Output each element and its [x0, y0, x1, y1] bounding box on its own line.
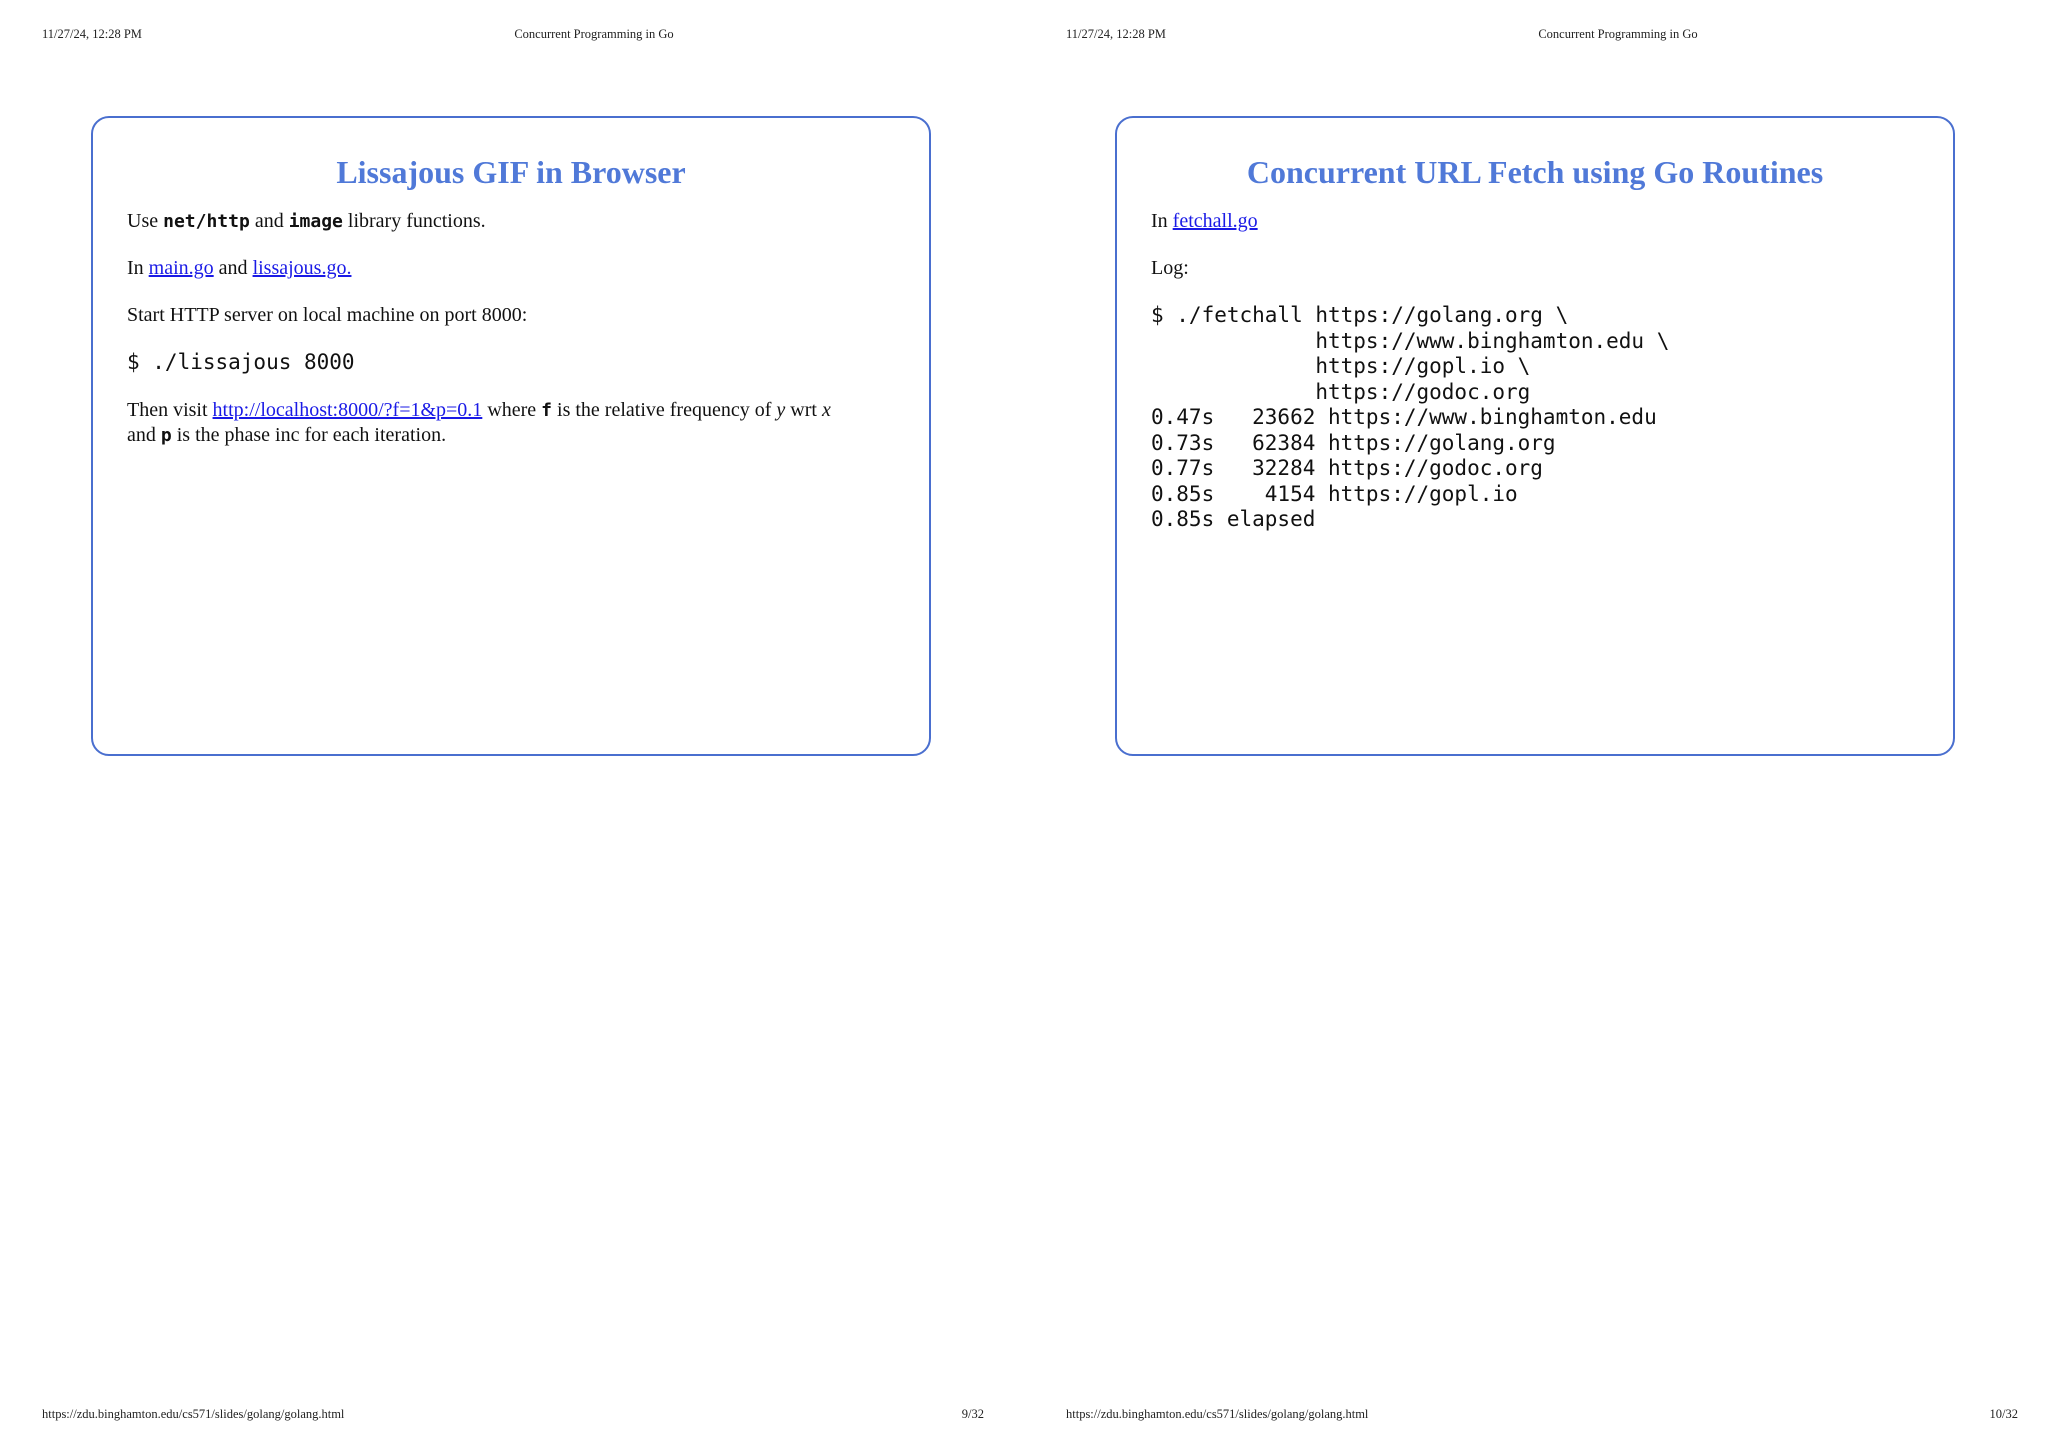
paragraph-libraries: [127, 209, 895, 234]
header-date: 11/27/24, 12:28 PM: [42, 27, 142, 41]
header-title: Concurrent Programming in Go: [1538, 27, 1698, 41]
paragraph-start-server: Start HTTP server on local machine on port 8000:: [127, 304, 528, 326]
command-block: $ ./lissajous 8000: [127, 350, 355, 374]
link-fetchall-go[interactable]: fetchall.go: [1172, 210, 1258, 232]
link-main-go[interactable]: main.go: [148, 257, 214, 279]
text: is the phase inc for each iteration.: [171, 423, 447, 446]
text: In: [1151, 210, 1173, 232]
log-output-block: $ ./fetchall https://golang.org \ https://www.binghamton.edu \ https://gopl.io \ https://godoc.org 0.47s 23662 https://www.binghamton.edu 0.73s 62384 https://golang.org 0.77s 32284 https://godoc.org 0.85s 4154 https://gopl.io 0.85s elapsed: [1151, 303, 1670, 531]
text: wrt: [785, 398, 822, 421]
paragraph-file: [1151, 209, 1919, 234]
link-lissajous-go[interactable]: lissajous.go.: [252, 257, 352, 279]
slide-title: Concurrent URL Fetch using Go Routines: [1246, 154, 1824, 190]
footer-url: https://zdu.binghamton.edu/cs571/slides/golang/golang.html: [1066, 1407, 1369, 1421]
paragraph-visit: [127, 398, 895, 448]
text: library functions.: [342, 210, 486, 232]
slide-body: [93, 209, 929, 448]
paragraph-log-label: Log:: [1151, 257, 1189, 279]
code-image: image: [288, 211, 343, 232]
math-y: y: [776, 398, 786, 421]
footer-page-number: 9/32: [961, 1407, 984, 1421]
text: Use: [127, 210, 164, 232]
text: and: [127, 423, 161, 446]
paragraph-files: [127, 256, 895, 281]
text: and: [249, 210, 289, 232]
slide-title: Lissajous GIF in Browser: [336, 154, 686, 190]
slide-body: [1117, 209, 1953, 533]
text: where: [482, 398, 542, 421]
header-title: Concurrent Programming in Go: [514, 27, 674, 41]
footer-page-number: 10/32: [1989, 1407, 2018, 1421]
code-p: p: [160, 424, 172, 446]
code-net-http: net/http: [163, 211, 250, 232]
text: and: [213, 257, 253, 279]
text: In: [127, 257, 149, 279]
footer-url: https://zdu.binghamton.edu/cs571/slides/golang/golang.html: [42, 1407, 345, 1421]
code-f: f: [541, 399, 553, 421]
link-localhost[interactable]: http://localhost:8000/?f=1&p=0.1: [212, 398, 483, 421]
page-10: [1024, 0, 2048, 1447]
math-x: x: [821, 398, 831, 421]
text: is the relative frequency of: [552, 398, 777, 421]
slide-lissajous: [91, 116, 931, 756]
text: Then visit: [127, 398, 213, 421]
header-date: 11/27/24, 12:28 PM: [1066, 27, 1166, 41]
slide-fetchall: [1115, 116, 1955, 756]
